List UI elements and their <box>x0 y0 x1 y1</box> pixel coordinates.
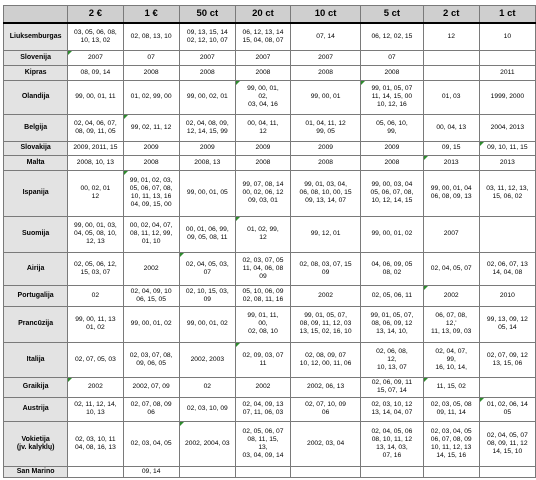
table-cell: 99, 00, 02, 01 <box>179 80 235 114</box>
header-2-ct: 2 ct <box>423 6 479 24</box>
table-cell: 00, 04, 11, 12 <box>235 114 290 141</box>
table-cell: 02, 07, 09, 12 13, 15, 06 <box>479 342 535 377</box>
table-cell: 02, 06, 07, 13 14, 04, 08 <box>479 252 535 285</box>
table-row <box>4 306 536 342</box>
table-cell: 2013 <box>479 155 535 170</box>
table-cell: 10 <box>479 23 535 50</box>
table-cell: 99, 01, 02, 03, 05, 06, 07, 08, 10, 11, 13, 16 04, 09, 15, 00 <box>123 170 179 216</box>
table-cell <box>423 65 479 80</box>
table-cell: 2008 <box>235 65 290 80</box>
country-name: Graikija <box>4 377 68 397</box>
table-cell: 2009 <box>179 141 235 155</box>
country-name: Prancūzija <box>4 306 68 342</box>
table-cell: 05, 10, 06, 09 02, 08, 11, 16 <box>235 285 290 306</box>
table-cell: 2002 <box>423 285 479 306</box>
table-cell: 99, 01, 05, 07, 08, 06, 09, 12 13, 14, 10, <box>361 306 424 342</box>
table-cell: 02, 04, 09, 13 07, 11, 06, 03 <box>235 397 290 421</box>
country-name: Olandija <box>4 80 68 114</box>
table-cell <box>179 466 235 477</box>
table-cell: 02, 04, 05, 03, 07 <box>179 252 235 285</box>
table-cell: 2008 <box>235 155 290 170</box>
table-cell: 02, 06, 08, 12, 10, 13, 07 <box>361 342 424 377</box>
table-cell: 99, 01, 05, 07 11, 14, 15, 00 10, 12, 16 <box>361 80 424 114</box>
table-row <box>4 342 536 377</box>
table-cell: 02, 04, 07, 99, 16, 10, 14, <box>423 342 479 377</box>
table-cell: 99, 01, 03, 04, 06, 08, 10, 00, 15 09, 13, 14, 07 <box>291 170 361 216</box>
table-cell: 00, 02, 01 12 <box>68 170 123 216</box>
table-cell: 2007 <box>235 50 290 65</box>
table-cell: 2002 <box>68 377 123 397</box>
table-cell: 02, 06, 09, 11 15, 07, 14 <box>361 377 424 397</box>
table-cell <box>479 466 535 477</box>
table-cell: 2002, 2003 <box>179 342 235 377</box>
table-cell: 06, 07, 08, 12,' 11, 13, 09, 03 <box>423 306 479 342</box>
table-cell: 02 <box>68 285 123 306</box>
table-cell: 99, 00, 01 <box>291 80 361 114</box>
table-row <box>4 285 536 306</box>
table-cell: 2008 <box>123 155 179 170</box>
table-cell: 99, 00, 01, 02 <box>123 306 179 342</box>
table-row <box>4 216 536 252</box>
table-cell: 02, 04, 09, 10 06, 15, 05 <box>123 285 179 306</box>
table-cell: 2010 <box>479 285 535 306</box>
country-name: Slovakija <box>4 141 68 155</box>
table-row <box>4 141 536 155</box>
table-cell: 99, 00, 01, 11 <box>68 80 123 114</box>
table-row <box>4 377 536 397</box>
table-cell: 02, 07, 05, 03 <box>68 342 123 377</box>
table-cell: 2007 <box>291 50 361 65</box>
table-cell: 2002, 03, 04 <box>291 421 361 466</box>
table-cell <box>291 466 361 477</box>
table-cell: 02, 07, 08, 09 06 <box>123 397 179 421</box>
table-cell: 2002, 06, 13 <box>291 377 361 397</box>
table-cell: 00, 01, 06, 99, 09, 05, 08, 11 <box>179 216 235 252</box>
table-cell: 2002 <box>235 377 290 397</box>
table-cell: 99, 00, 01, 02 <box>361 216 424 252</box>
country-name: Vokietija (jv. kalyklų) <box>4 421 68 466</box>
country-name: Slovenija <box>4 50 68 65</box>
table-cell: 2008 <box>361 65 424 80</box>
table-cell: 01, 04, 11, 12 99, 05 <box>291 114 361 141</box>
table-cell: 99, 00, 01, 02 <box>179 306 235 342</box>
table-cell: 99, 00, 01, 04 06, 08, 09, 13 <box>423 170 479 216</box>
table-cell: 2008 <box>123 65 179 80</box>
table-cell: 09, 15 <box>423 141 479 155</box>
table-row <box>4 65 536 80</box>
table-cell: 2009, 2011, 15 <box>68 141 123 155</box>
table-cell: 07, 14 <box>291 23 361 50</box>
country-name: San Marino <box>4 466 68 477</box>
table-cell: 12 <box>423 23 479 50</box>
table-cell: 2009 <box>123 141 179 155</box>
table-cell: 1999, 2000 <box>479 80 535 114</box>
table-cell: 02, 04, 05, 07 <box>423 252 479 285</box>
table-cell: 01, 03 <box>423 80 479 114</box>
table-cell: 02, 07, 10, 09 06 <box>291 397 361 421</box>
table-cell: 2008 <box>361 155 424 170</box>
header-2-euro: 2 € <box>68 6 123 24</box>
table-cell: 2002 <box>123 252 179 285</box>
table-cell: 00, 02, 04, 07, 08, 11, 12, 99, 01, 10 <box>123 216 179 252</box>
table-cell: 02, 09, 03, 07 11 <box>235 342 290 377</box>
country-name: Malta <box>4 155 68 170</box>
table-cell: 02, 04, 08, 09, 12, 14, 15, 99 <box>179 114 235 141</box>
table-row <box>4 23 536 50</box>
table-cell: 07 <box>123 50 179 65</box>
table-cell: 99, 00, 01, 02, 03, 04, 16 <box>235 80 290 114</box>
table-row <box>4 252 536 285</box>
table-cell: 2008, 10, 13 <box>68 155 123 170</box>
table-cell: 99, 02, 11, 12 <box>123 114 179 141</box>
country-name: Airija <box>4 252 68 285</box>
table-cell: 01, 02, 99, 00 <box>123 80 179 114</box>
table-row <box>4 170 536 216</box>
table-row <box>4 114 536 141</box>
table-cell: 03, 05, 06, 08, 10, 13, 02 <box>68 23 123 50</box>
header-20-ct: 20 ct <box>235 6 290 24</box>
table-cell: 02, 05, 06, 11 <box>361 285 424 306</box>
table-cell: 08, 09, 14 <box>68 65 123 80</box>
country-name: Italija <box>4 342 68 377</box>
country-name: Kipras <box>4 65 68 80</box>
table-cell: 02, 08, 03, 07, 15 09 <box>291 252 361 285</box>
table-cell <box>479 216 535 252</box>
table-cell: 02, 08, 13, 10 <box>123 23 179 50</box>
table-cell: 2008 <box>179 65 235 80</box>
table-cell: 2002 <box>291 285 361 306</box>
table-cell: 09, 10, 11, 15 <box>479 141 535 155</box>
table-cell <box>68 466 123 477</box>
table-cell: 99, 07, 08, 14 00, 02, 06, 12 09, 03, 01 <box>235 170 290 216</box>
table-cell: 2008, 13 <box>179 155 235 170</box>
table-cell: 01, 02, 99, 12 <box>235 216 290 252</box>
table-cell: 02, 03, 07, 05 11, 04, 06, 08 09 <box>235 252 290 285</box>
table-cell: 02, 04, 05, 07 08, 09, 11, 12 14, 15, 10 <box>479 421 535 466</box>
table-cell: 05, 06, 10, 99, <box>361 114 424 141</box>
table-cell: 09, 14 <box>123 466 179 477</box>
table-cell: 2007 <box>68 50 123 65</box>
table-cell: 09, 13, 15, 14 02, 12, 10, 07 <box>179 23 235 50</box>
table-cell: 02, 05, 06, 07 08, 11, 15, 13, 03, 04, 09, 14 <box>235 421 290 466</box>
table-cell: 99, 01, 05, 07, 08, 09, 11, 12, 03 13, 15, 02, 16, 10 <box>291 306 361 342</box>
table-cell: 99, 01, 11, 00, 02, 08, 10 <box>235 306 290 342</box>
table-cell <box>479 50 535 65</box>
table-cell: 2004, 2013 <box>479 114 535 141</box>
coin-year-table <box>3 5 536 478</box>
table-cell: 2007 <box>179 50 235 65</box>
table-cell: 00, 04, 13 <box>423 114 479 141</box>
table-cell: 02, 03, 07, 08, 09, 06, 05 <box>123 342 179 377</box>
table-row <box>4 80 536 114</box>
country-name: Ispanija <box>4 170 68 216</box>
table-cell: 06, 12, 02, 15 <box>361 23 424 50</box>
table-cell: 02, 03, 10, 11 04, 08, 16, 13 <box>68 421 123 466</box>
table-cell: 02, 03, 10, 09 <box>179 397 235 421</box>
table-cell: 99, 00, 03, 04 05, 06, 07, 08, 10, 12, 14, 15 <box>361 170 424 216</box>
table-cell: 02, 08, 09, 07 10, 12, 00, 11, 06 <box>291 342 361 377</box>
table-cell: 2009 <box>235 141 290 155</box>
table-row <box>4 155 536 170</box>
header-50-ct: 50 ct <box>179 6 235 24</box>
table-cell: 02, 03, 10, 12 13, 14, 04, 07 <box>361 397 424 421</box>
header-10-ct: 10 ct <box>291 6 361 24</box>
header-1-euro: 1 € <box>123 6 179 24</box>
table-cell: 99, 00, 11, 13 01, 02 <box>68 306 123 342</box>
table-cell: 07 <box>361 50 424 65</box>
country-name: Belgija <box>4 114 68 141</box>
table-cell: 99, 13, 09, 12 05, 14 <box>479 306 535 342</box>
table-cell: 02, 03, 04, 05 06, 07, 08, 09 10, 11, 12, 13 14, 15, 16 <box>423 421 479 466</box>
table-row <box>4 397 536 421</box>
table-cell: 99, 00, 01, 03, 04, 05, 08, 10, 12, 13 <box>68 216 123 252</box>
header-5-ct: 5 ct <box>361 6 424 24</box>
table-cell: 2009 <box>361 141 424 155</box>
table-cell: 2013 <box>423 155 479 170</box>
table-cell: 11, 15, 02 <box>423 377 479 397</box>
table-cell: 2008 <box>291 155 361 170</box>
table-cell: 99, 12, 01 <box>291 216 361 252</box>
header-row <box>4 6 536 24</box>
table-cell: 02, 11, 12, 14, 10, 13 <box>68 397 123 421</box>
table-cell: 02, 03, 05, 08 09, 11, 14 <box>423 397 479 421</box>
country-name: Suomija <box>4 216 68 252</box>
table-cell: 2011 <box>479 65 535 80</box>
table-cell: 99, 00, 01, 05 <box>179 170 235 216</box>
table-cell <box>479 377 535 397</box>
table-cell <box>423 466 479 477</box>
table-cell: 2007 <box>423 216 479 252</box>
table-cell <box>361 466 424 477</box>
table-cell: 02, 10, 15, 03, 09 <box>179 285 235 306</box>
table-cell: 04, 06, 09, 05 08, 02 <box>361 252 424 285</box>
header-corner <box>4 6 68 24</box>
table-cell: 01, 02, 06, 14 05 <box>479 397 535 421</box>
table-cell: 02, 04, 05, 06 08, 10, 11, 12 13, 14, 03, 07, 16 <box>361 421 424 466</box>
table-cell: 03, 11, 12, 13, 15, 06, 02 <box>479 170 535 216</box>
country-name: Portugalija <box>4 285 68 306</box>
table-cell <box>423 50 479 65</box>
table-cell: 02 <box>179 377 235 397</box>
table-row <box>4 50 536 65</box>
table-row <box>4 466 536 477</box>
table-row <box>4 421 536 466</box>
table-cell: 2009 <box>291 141 361 155</box>
table-cell: 2002, 2004, 03 <box>179 421 235 466</box>
table-body <box>4 23 536 477</box>
table-cell: 2008 <box>291 65 361 80</box>
table-cell: 06, 12, 13, 14 15, 04, 08, 07 <box>235 23 290 50</box>
table-cell: 02, 04, 06, 07, 08, 09, 11, 05 <box>68 114 123 141</box>
country-name: Liuksemburgas <box>4 23 68 50</box>
table-cell: 2002, 07, 09 <box>123 377 179 397</box>
header-1-ct: 1 ct <box>479 6 535 24</box>
country-name: Austrija <box>4 397 68 421</box>
table-cell: 02, 05, 06, 12, 15, 03, 07 <box>68 252 123 285</box>
table-cell <box>235 466 290 477</box>
table-cell: 02, 03, 04, 05 <box>123 421 179 466</box>
